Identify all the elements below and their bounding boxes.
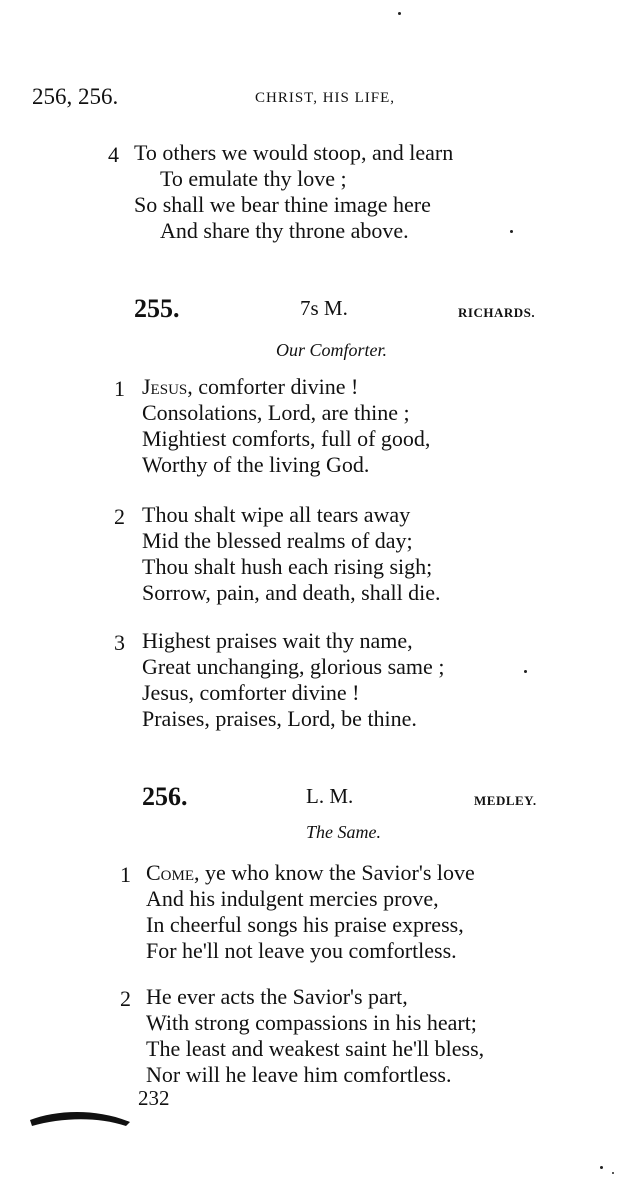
hymn-meter: 7s M. [300, 296, 348, 320]
hymn-tune: MEDLEY. [474, 793, 537, 808]
verse-first-line: He ever acts the Savior's part, [146, 984, 408, 1009]
hymn-number: 256. [142, 782, 188, 811]
scan-speck [398, 12, 401, 15]
verse-line: Worthy of the living God. [142, 452, 370, 477]
verse-line: And his indulgent mercies prove, [146, 886, 439, 911]
verse-line: To emulate thy love ; [160, 166, 347, 191]
verse-number: 3 [114, 630, 125, 655]
verse-line: Thou shalt hush each rising sigh; [142, 554, 433, 579]
running-header-title: CHRIST, HIS LIFE, [255, 90, 396, 106]
verse-first-word: Jesus [142, 374, 188, 399]
scan-speck [612, 1172, 614, 1174]
verse-line: Mightiest comforts, full of good, [142, 426, 431, 451]
verse-line: For he'll not leave you comfortless. [146, 938, 457, 963]
ink-smudge-mark [26, 1104, 136, 1128]
scan-speck [600, 1166, 603, 1169]
verse-line: Great unchanging, glorious same ; [142, 654, 445, 679]
scan-speck [510, 230, 513, 233]
page-number: 232 [138, 1086, 170, 1110]
verse-first-rest: , comforter divine ! [187, 374, 359, 399]
verse-number: 1 [114, 376, 125, 401]
running-header-numbers: 256, 256. [32, 84, 119, 109]
scan-speck [524, 670, 527, 673]
verse-first-line: Highest praises wait thy name, [142, 628, 413, 653]
verse-line: Mid the blessed realms of day; [142, 528, 413, 553]
hymn-number: 255. [134, 294, 180, 323]
hymn-meter: L. M. [306, 784, 354, 808]
verse-line: In cheerful songs his praise express, [146, 912, 464, 937]
verse-number: 4 [108, 142, 119, 167]
verse-first-line: Thou shalt wipe all tears away [142, 502, 411, 527]
verse-first-line [146, 860, 475, 886]
verse-first-rest: , ye who know the Savior's love [194, 860, 475, 885]
verse-first-line [142, 374, 358, 400]
verse-line: Consolations, Lord, are thine ; [142, 400, 410, 425]
hymn-subtitle: Our Comforter. [276, 340, 388, 360]
verse-line: Nor will he leave him comfortless. [146, 1062, 452, 1087]
verse-line: To others we would stoop, and learn [134, 140, 454, 165]
verse-number: 2 [120, 986, 131, 1011]
verse-line: And share thy throne above. [160, 218, 409, 243]
verse-number: 1 [120, 862, 131, 887]
verse-number: 2 [114, 504, 125, 529]
verse-first-word: Come [146, 860, 195, 885]
verse-line: The least and weakest saint he'll bless, [146, 1036, 485, 1061]
verse-line: Sorrow, pain, and death, shall die. [142, 580, 441, 605]
hymn-tune: RICHARDS. [458, 305, 536, 320]
verse-line: Jesus, comforter divine ! [142, 680, 360, 705]
hymn-subtitle: The Same. [306, 822, 381, 842]
verse-line: Praises, praises, Lord, be thine. [142, 706, 417, 731]
verse-line: So shall we bear thine image here [134, 192, 431, 217]
verse-line: With strong compassions in his heart; [146, 1010, 477, 1035]
